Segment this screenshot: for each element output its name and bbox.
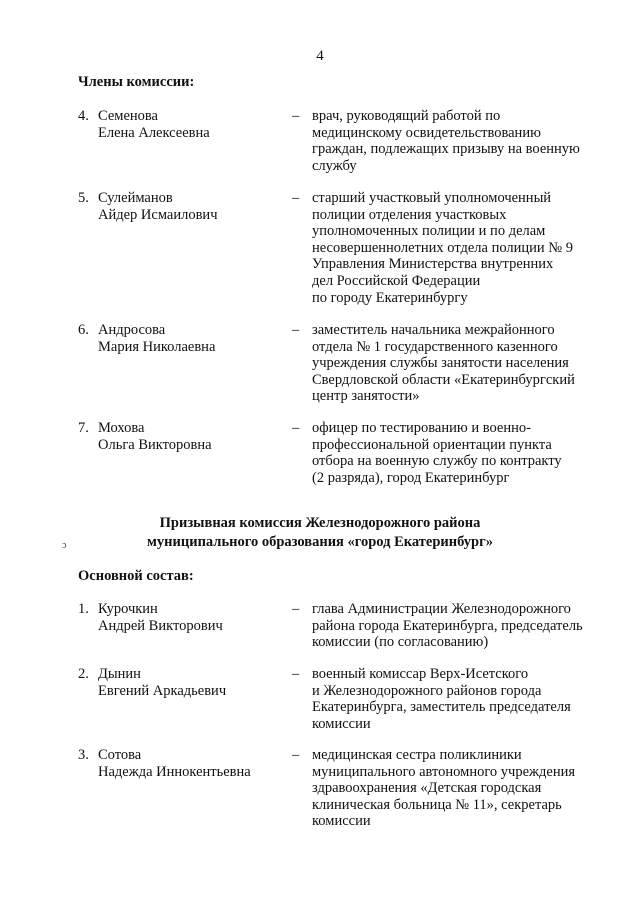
- description-line: комиссии (по согласованию): [312, 634, 489, 651]
- description-line: центр занятости»: [312, 388, 420, 405]
- main-composition-heading: Основной состав:: [78, 568, 194, 584]
- item-number: 6.: [78, 322, 89, 338]
- dash-separator: –: [292, 666, 300, 682]
- description-line: и Железнодорожного районов города: [312, 682, 542, 699]
- given-names: Андрей Викторович: [98, 617, 223, 634]
- position-description: [312, 601, 602, 651]
- commission-title-line-1: Призывная комиссия Железнодорожного района: [159, 515, 481, 531]
- description-line: Екатеринбурга, заместитель председателя: [312, 699, 571, 716]
- commission-title-line-2: муниципального образования «город Екатеринбург»: [147, 534, 493, 550]
- description-line: глава Администрации Железнодорожного: [312, 601, 571, 617]
- dash-separator: –: [292, 322, 300, 338]
- surname: Сотова: [98, 747, 142, 763]
- description-line: муниципального автономного учреждения: [312, 763, 576, 780]
- person-name: [98, 322, 283, 355]
- description-line: (2 разряда), город Екатеринбург: [312, 469, 510, 486]
- description-line: Свердловской области «Екатеринбургский: [312, 371, 575, 388]
- description-line: службу: [312, 157, 357, 174]
- description-line: несовершеннолетних отдела полиции № 9: [312, 239, 574, 256]
- person-name: [98, 190, 283, 223]
- description-line: района города Екатеринбурга, председатель: [312, 617, 583, 634]
- given-names: Ольга Викторовна: [98, 436, 212, 453]
- description-line: учреждения службы занятости населения: [312, 355, 569, 372]
- person-name: [98, 747, 283, 780]
- surname: Семенова: [98, 108, 158, 124]
- description-line: медицинскому освидетельствованию: [312, 124, 541, 141]
- description-line: по городу Екатеринбургу: [312, 289, 468, 306]
- description-line: профессиональной ориентации пункта: [312, 436, 552, 453]
- dash-separator: –: [292, 747, 300, 763]
- page-number: 4: [316, 48, 324, 64]
- item-number: 3.: [78, 747, 89, 763]
- given-names: Мария Николаевна: [98, 338, 216, 355]
- surname: Сулейманов: [98, 190, 173, 206]
- description-line: медицинская сестра поликлиники: [312, 747, 522, 763]
- given-names: Елена Алексеевна: [98, 124, 210, 141]
- description-line: граждан, подлежащих призыву на военную: [312, 141, 580, 158]
- description-line: комиссии: [312, 715, 371, 732]
- person-name: [98, 420, 283, 453]
- description-line: уполномоченных полиции и по делам: [312, 223, 546, 240]
- members-heading: Члены комиссии:: [78, 74, 195, 90]
- description-line: полиции отделения участковых: [312, 206, 507, 223]
- item-number: 5.: [78, 190, 89, 206]
- description-line: здравоохранения «Детская городская: [312, 780, 542, 797]
- dash-separator: –: [292, 420, 300, 436]
- description-line: отдела № 1 государственного казенного: [312, 338, 558, 355]
- person-name: [98, 666, 283, 699]
- description-line: офицер по тестированию и военно-: [312, 420, 531, 436]
- description-line: дел Российской Федерации: [312, 272, 481, 289]
- surname: Курочкин: [98, 601, 158, 617]
- margin-mark: ɔ: [62, 540, 67, 551]
- person-name: [98, 601, 283, 634]
- position-description: [312, 322, 602, 405]
- description-line: врач, руководящий работой по: [312, 108, 501, 124]
- dash-separator: –: [292, 601, 300, 617]
- item-number: 1.: [78, 601, 89, 617]
- description-line: заместитель начальника межрайонного: [312, 322, 555, 338]
- description-line: старший участковый уполномоченный: [312, 190, 552, 206]
- dash-separator: –: [292, 190, 300, 206]
- surname: Дынин: [98, 666, 141, 682]
- position-description: [312, 108, 602, 174]
- given-names: Айдер Исмаилович: [98, 206, 218, 223]
- description-line: военный комиссар Верх-Исетского: [312, 666, 529, 682]
- description-line: Управления Министерства внутренних: [312, 256, 554, 273]
- given-names: Евгений Аркадьевич: [98, 682, 227, 699]
- description-line: отбора на военную службу по контракту: [312, 453, 562, 470]
- description-line: клиническая больница № 11», секретарь: [312, 796, 562, 813]
- given-names: Надежда Иннокентьевна: [98, 763, 251, 780]
- person-name: [98, 108, 283, 141]
- commission-title: [0, 514, 640, 552]
- item-number: 4.: [78, 108, 89, 124]
- position-description: [312, 747, 602, 830]
- item-number: 2.: [78, 666, 89, 682]
- position-description: [312, 420, 602, 486]
- description-line: комиссии: [312, 813, 371, 830]
- item-number: 7.: [78, 420, 89, 436]
- position-description: [312, 666, 602, 732]
- surname: Мохова: [98, 420, 145, 436]
- dash-separator: –: [292, 108, 300, 124]
- surname: Андросова: [98, 322, 166, 338]
- position-description: [312, 190, 602, 306]
